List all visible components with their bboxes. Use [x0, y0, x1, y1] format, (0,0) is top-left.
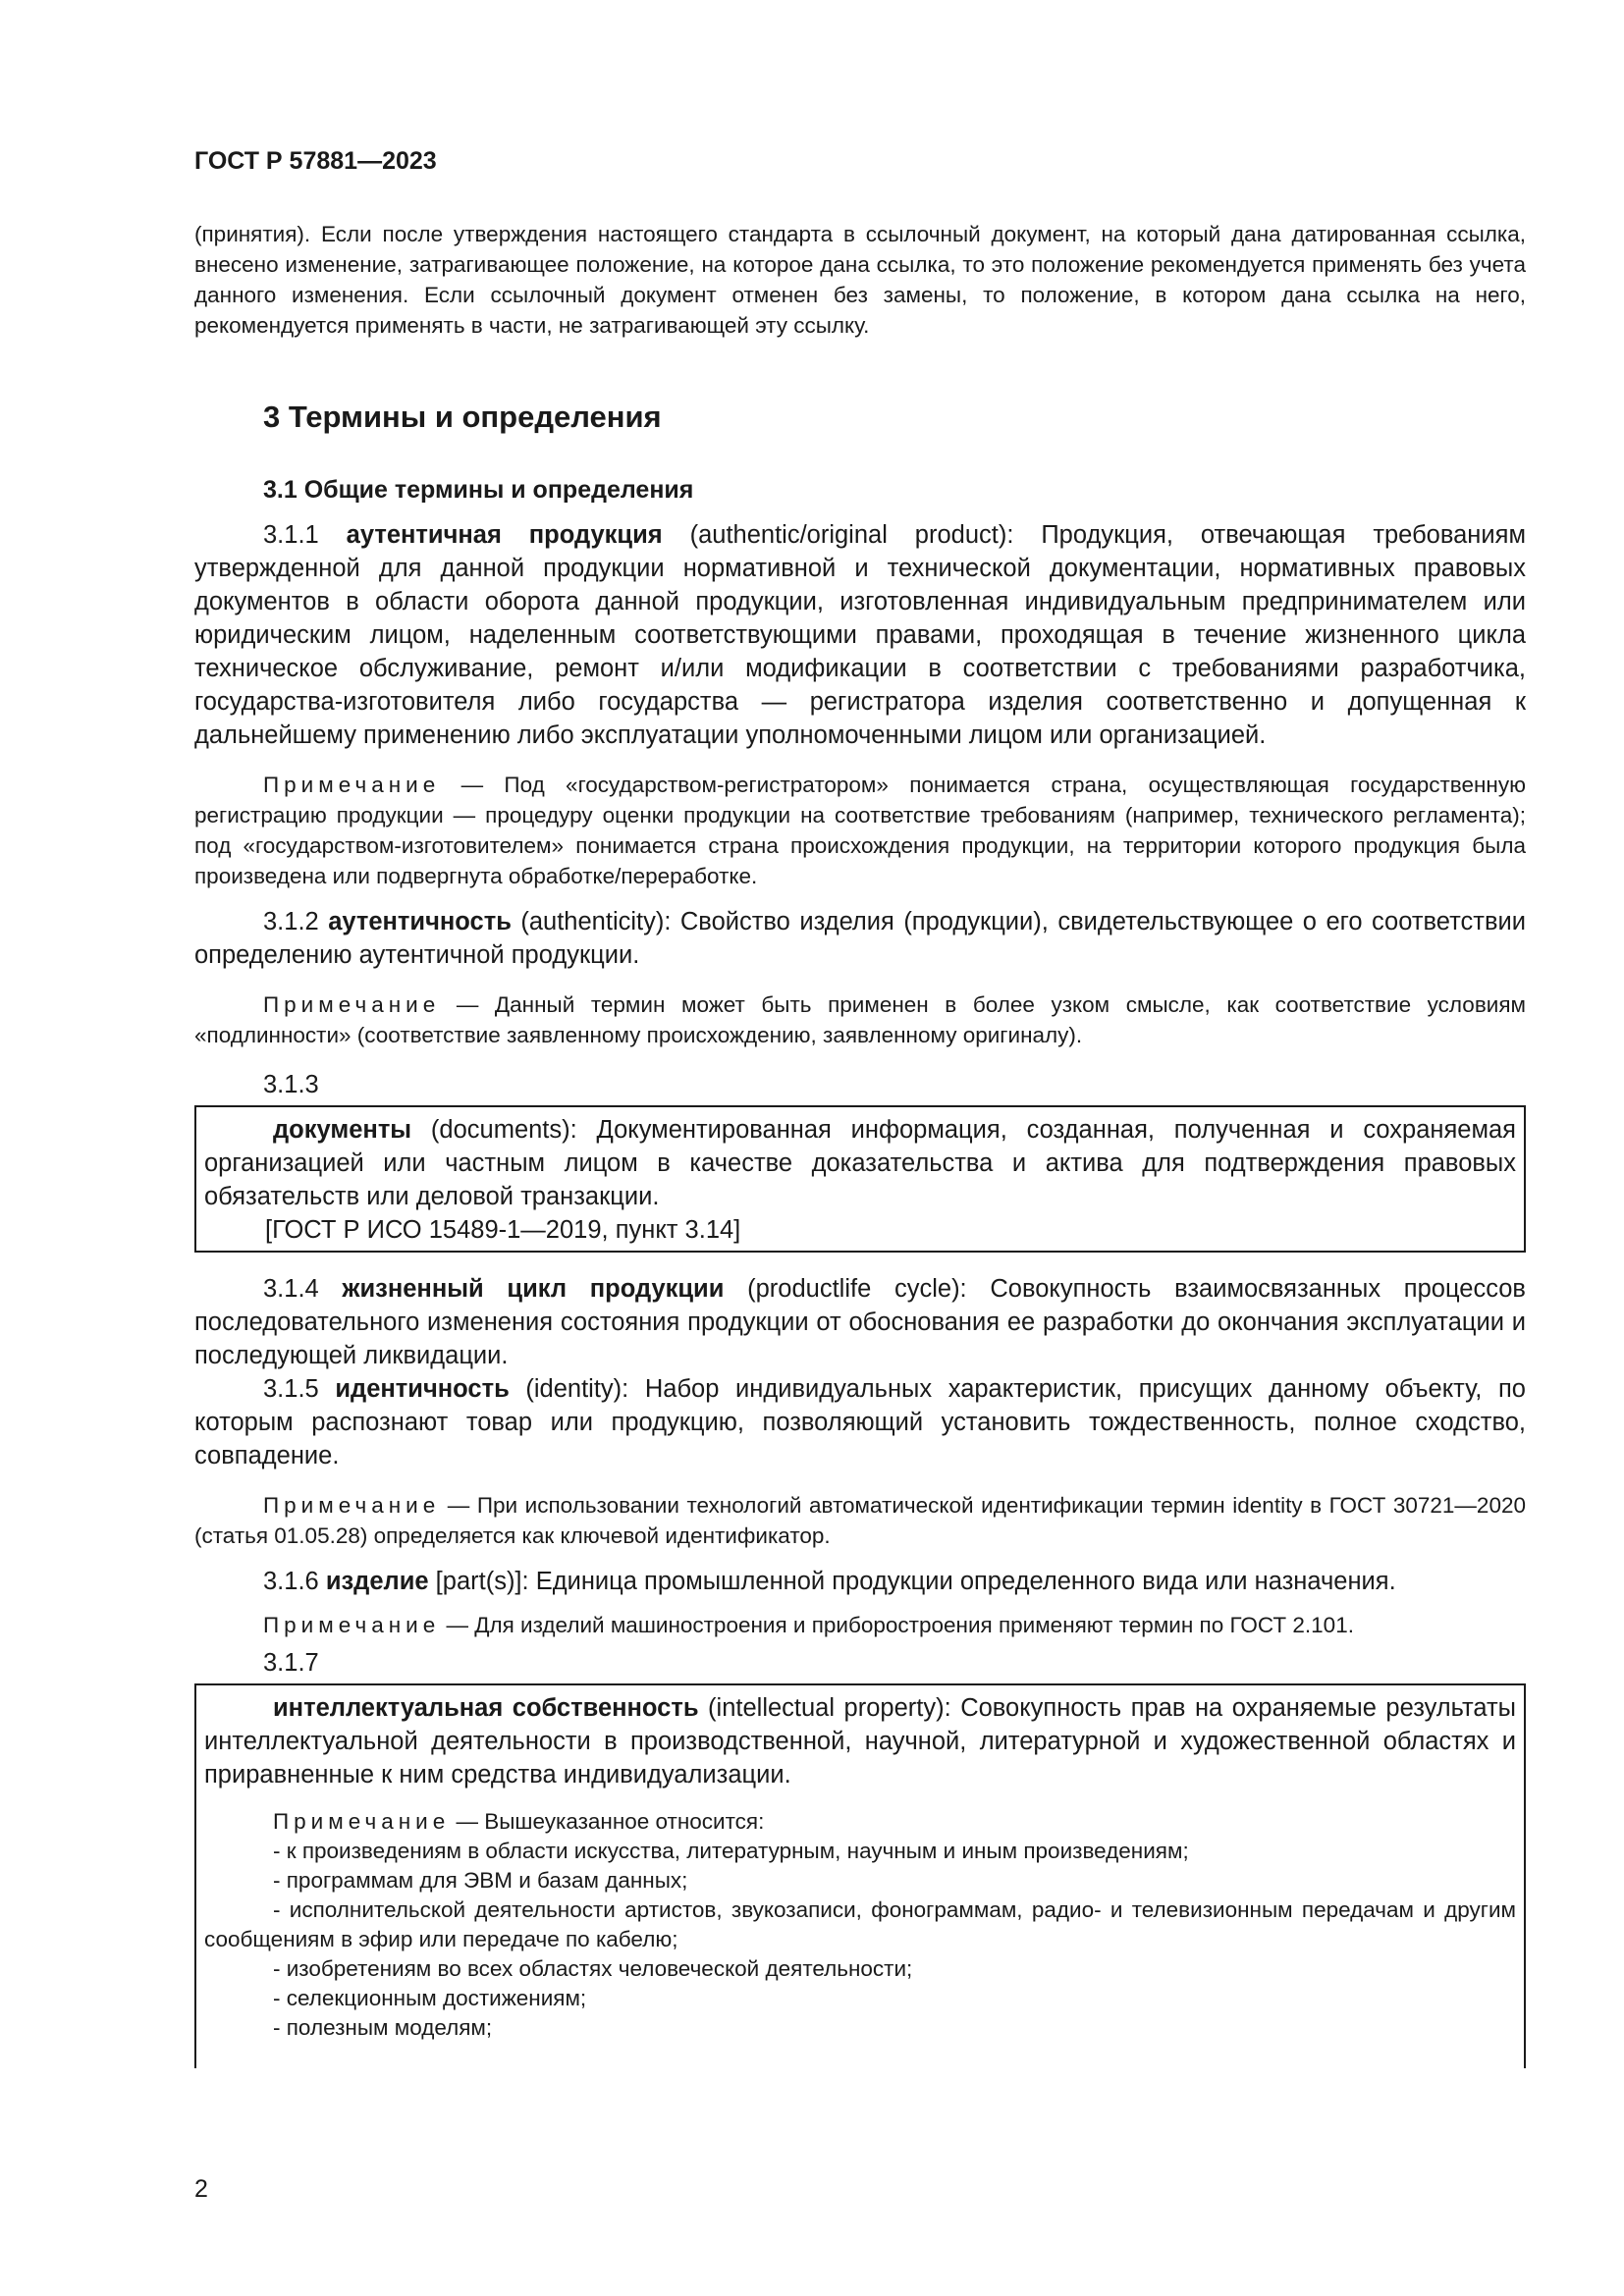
note-3-1-7	[204, 1807, 1516, 1837]
note-text: — При использовании технологий автоматической идентификации термин identity в ГОСТ 30721—2020 (статья 01.05.28) определяется как ключевой идентификатор.	[194, 1493, 1526, 1548]
term-definition: (documents): Документированная информация, созданная, полученная и сохраняемая организацией или частным лицом в качестве доказательства и актива для подтверждения правовых обязательств или деловой транзакции.	[204, 1116, 1516, 1210]
note-text: — Данный термин может быть применен в более узком смысле, как соответствие условиям «подлинности» (соответствие заявленному происхождению, заявленному оригиналу).	[194, 992, 1526, 1047]
note-label: Примечание	[263, 1613, 441, 1637]
note-text: — Под «государством-регистратором» понимается страна, осуществляющая государственную регистрацию продукции — процедуру оценки продукции на соответствие требованиям (например, технического регламента); под «государством-изготовителем» понимается страна происхождения продукции, на территории которого продукция была произведена или подвергнута обработке/переработке.	[194, 773, 1526, 888]
page-number: 2	[194, 2175, 208, 2203]
term-3-1-7	[204, 1691, 1516, 1791]
term-number: 3.1.1	[263, 521, 319, 549]
term-3-1-1	[194, 518, 1526, 752]
term-3-1-3	[204, 1113, 1516, 1213]
term-name: документы	[273, 1116, 412, 1144]
note-3-1-2	[194, 989, 1526, 1050]
note-3-1-5	[194, 1490, 1526, 1551]
term-3-1-7-box	[194, 1683, 1526, 2068]
section-title: 3 Термины и определения	[263, 400, 662, 434]
term-3-1-4	[194, 1272, 1526, 1372]
note-text: — Вышеуказанное относится:	[450, 1809, 765, 1834]
term-definition: (intellectual property): Совокупность прав на охраняемые результаты интеллектуальной деятельности в производственной, научной, литературной и художественной областях и приравненные к ним средства индивидуализации.	[204, 1694, 1516, 1789]
term-name: изделие	[325, 1568, 429, 1595]
term-definition: (identity): Набор индивидуальных характеристик, присущих данному объекту, по которым распознают товар или продукцию, позволяющий установить тождественность, полное сходство, совпадение.	[194, 1375, 1526, 1469]
note-3-1-1	[194, 770, 1526, 891]
term-name: интеллектуальная собственность	[273, 1694, 699, 1722]
note-list-item: - изобретениям во всех областях человеческой деятельности;	[273, 1956, 913, 1981]
note-label: Примечание	[263, 1493, 441, 1518]
term-number: 3.1.5	[263, 1375, 319, 1403]
term-number: 3.1.6	[263, 1568, 319, 1595]
intro-paragraph: (принятия). Если после утверждения настоящего стандарта в ссылочный документ, на который дана датированная ссылка, внесено изменение, затрагивающее положение, на которое дана ссылка, то это положение рекомендуется применять без учета данного изменения. Если ссылочный документ отменен без замены, то положение, в котором дана ссылка на него, рекомендуется применять в части, не затрагивающей эту ссылку.	[194, 222, 1526, 338]
term-number: 3.1.4	[263, 1275, 319, 1303]
term-source: [ГОСТ Р ИСО 15489-1—2019, пункт 3.14]	[265, 1216, 741, 1244]
term-name: жизненный цикл продукции	[342, 1275, 725, 1303]
note-3-1-6	[194, 1610, 1526, 1640]
note-list-item: - программам для ЭВМ и базам данных;	[273, 1868, 688, 1893]
term-3-1-3-number: 3.1.3	[263, 1071, 319, 1098]
term-definition: (authentic/original product): Продукция, отвечающая требованиям утвержденной для данной продукции нормативной и технической документации, нормативных правовых документов в области оборота данной продукции, изготовленная индивидуальным предпринимателем или юридическим лицом, наделенным соответствующими правами, проходящая в течение жизненного цикла техническое обслуживание, ремонт и/или модификации в соответствии с требованиями разработчика, государства-изготовителя либо государства — регистратора изделия соответственно и допущенная к дальнейшему применению либо эксплуатации уполномоченными лицом или организацией.	[194, 521, 1526, 749]
term-3-1-3-box	[194, 1105, 1526, 1253]
note-list-item: - исполнительской деятельности артистов, звукозаписи, фонограммам, радио- и телевизионным передачам и другим сообщениям в эфир или передаче по кабелю;	[204, 1897, 1516, 1951]
term-3-1-5	[194, 1372, 1526, 1472]
note-text: — Для изделий машиностроения и приборостроения применяют термин по ГОСТ 2.101.	[440, 1613, 1354, 1637]
term-name: аутентичная продукция	[346, 521, 663, 549]
term-name: идентичность	[335, 1375, 510, 1403]
note-label: Примечание	[263, 773, 441, 797]
note-label: Примечание	[273, 1809, 451, 1834]
document-page	[194, 147, 1526, 2068]
term-definition: (productlife cycle): Совокупность взаимосвязанных процессов последовательного изменения состояния продукции от обоснования ее разработки до окончания эксплуатации и последующей ликвидации.	[194, 1275, 1526, 1369]
term-3-1-7-number: 3.1.7	[263, 1649, 319, 1677]
term-name: аутентичность	[328, 908, 512, 935]
term-definition: [part(s)]: Единица промышленной продукции определенного вида или назначения.	[428, 1568, 1396, 1595]
note-label: Примечание	[263, 992, 441, 1017]
term-number: 3.1.2	[263, 908, 319, 935]
term-3-1-6	[194, 1565, 1526, 1598]
subsection-title: 3.1 Общие термины и определения	[263, 476, 694, 504]
document-header: ГОСТ Р 57881—2023	[194, 147, 437, 175]
term-definition: (authenticity): Свойство изделия (продукции), свидетельствующее о его соответствии определению аутентичной продукции.	[194, 908, 1526, 969]
note-list-item: - к произведениям в области искусства, литературным, научным и иным произведениям;	[273, 1839, 1189, 1863]
note-list-item: - полезным моделям;	[273, 2015, 493, 2040]
note-list-item: - селекционным достижениям;	[273, 1986, 587, 2010]
term-3-1-2	[194, 905, 1526, 972]
